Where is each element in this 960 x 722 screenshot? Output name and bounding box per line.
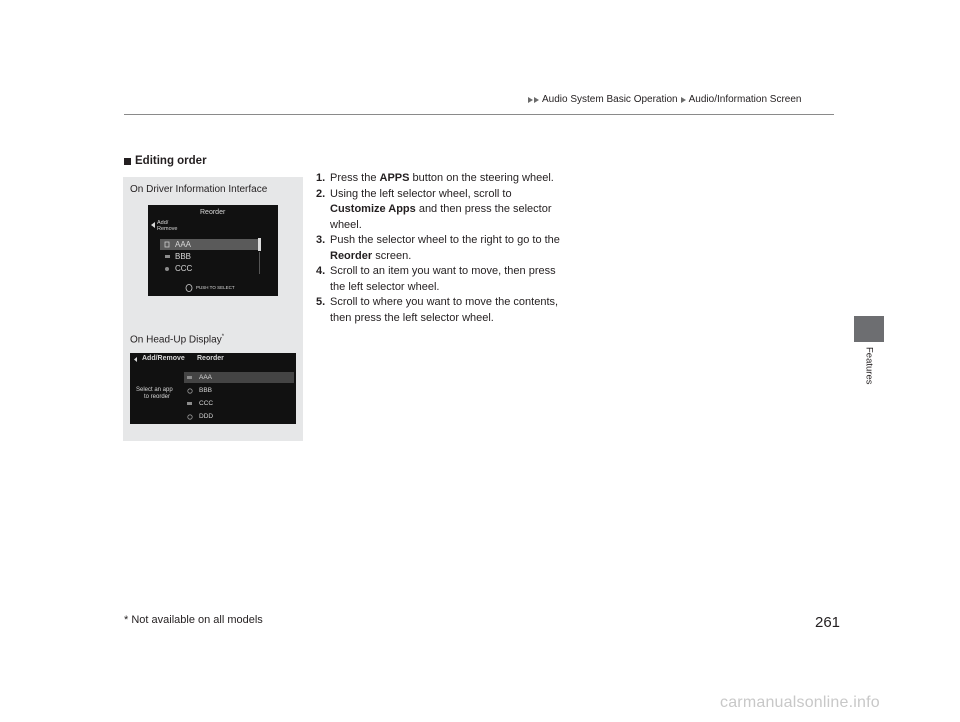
- driver-info-screen: [148, 205, 278, 296]
- steps-list: [316, 171, 566, 326]
- footnote: * Not available on all models: [124, 614, 263, 626]
- breadcrumb-level2[interactable]: Audio/Information Screen: [688, 94, 802, 105]
- caption-driver-info: On Driver Information Interface: [130, 184, 268, 195]
- step-item: 4. Scroll to an item you want to move, then press the left selector wheel.: [316, 265, 556, 293]
- breadcrumb-arrow-icon: [528, 97, 533, 103]
- chapter-tab[interactable]: [854, 316, 884, 342]
- section-heading: Editing order: [124, 155, 207, 167]
- header-rule: [124, 114, 834, 115]
- dii-back-label-2: Remove: [157, 226, 178, 232]
- dii-item: BBB: [175, 252, 192, 261]
- hud-hint-2: to reorder: [144, 394, 171, 400]
- square-bullet-icon: [124, 158, 131, 165]
- app-icon: [187, 402, 192, 405]
- back-arrow-icon: [151, 222, 155, 228]
- hud-item: CCC: [199, 400, 214, 407]
- watermark: carmanualsonline.info: [720, 694, 880, 711]
- dii-footer: PUSH TO SELECT: [196, 285, 235, 290]
- back-arrow-icon: [134, 357, 137, 362]
- app-icon: [187, 376, 192, 379]
- step-item: 2. Using the left selector wheel, scroll to Customize Apps and then press the selector wheel.: [316, 187, 552, 231]
- app-icon: [165, 267, 169, 271]
- breadcrumb-arrow-icon: [681, 97, 686, 103]
- breadcrumb-arrow-icon: [534, 97, 539, 103]
- breadcrumb: [528, 94, 804, 105]
- hud-back-label: Add/Remove: [142, 355, 185, 362]
- dii-title: Reorder: [200, 209, 226, 216]
- chapter-tab-label: Features: [863, 347, 875, 385]
- scrollbar-track: [259, 252, 260, 274]
- step-item: 1. Press the APPS button on the steering wheel.: [316, 172, 554, 184]
- hud-hint-1: Select an app: [136, 387, 173, 393]
- step-item: 5. Scroll to where you want to move the contents, then press the left selector wheel.: [316, 296, 559, 324]
- page-number: 261: [815, 614, 841, 631]
- app-icon: [188, 415, 192, 419]
- dii-item: CCC: [175, 264, 193, 273]
- hud-item: AAA: [199, 374, 213, 381]
- hud-screen: [130, 353, 296, 424]
- caption-hud: On Head-Up Display*: [130, 334, 225, 346]
- hud-item: DDD: [199, 413, 214, 420]
- app-icon: [188, 389, 192, 393]
- hud-item: BBB: [199, 387, 213, 394]
- dii-item: AAA: [175, 240, 192, 249]
- app-icon: [165, 255, 170, 258]
- step-item: 3. Push the selector wheel to the right to go to the Reorder screen.: [316, 234, 560, 262]
- selector-wheel-icon: [186, 285, 192, 292]
- hud-title: Reorder: [197, 355, 224, 362]
- breadcrumb-level1[interactable]: Audio System Basic Operation: [542, 94, 678, 105]
- dii-back-label-1: Add/: [157, 220, 169, 226]
- scrollbar-thumb: [258, 238, 261, 251]
- driver-info-screen-graphic: [148, 205, 278, 296]
